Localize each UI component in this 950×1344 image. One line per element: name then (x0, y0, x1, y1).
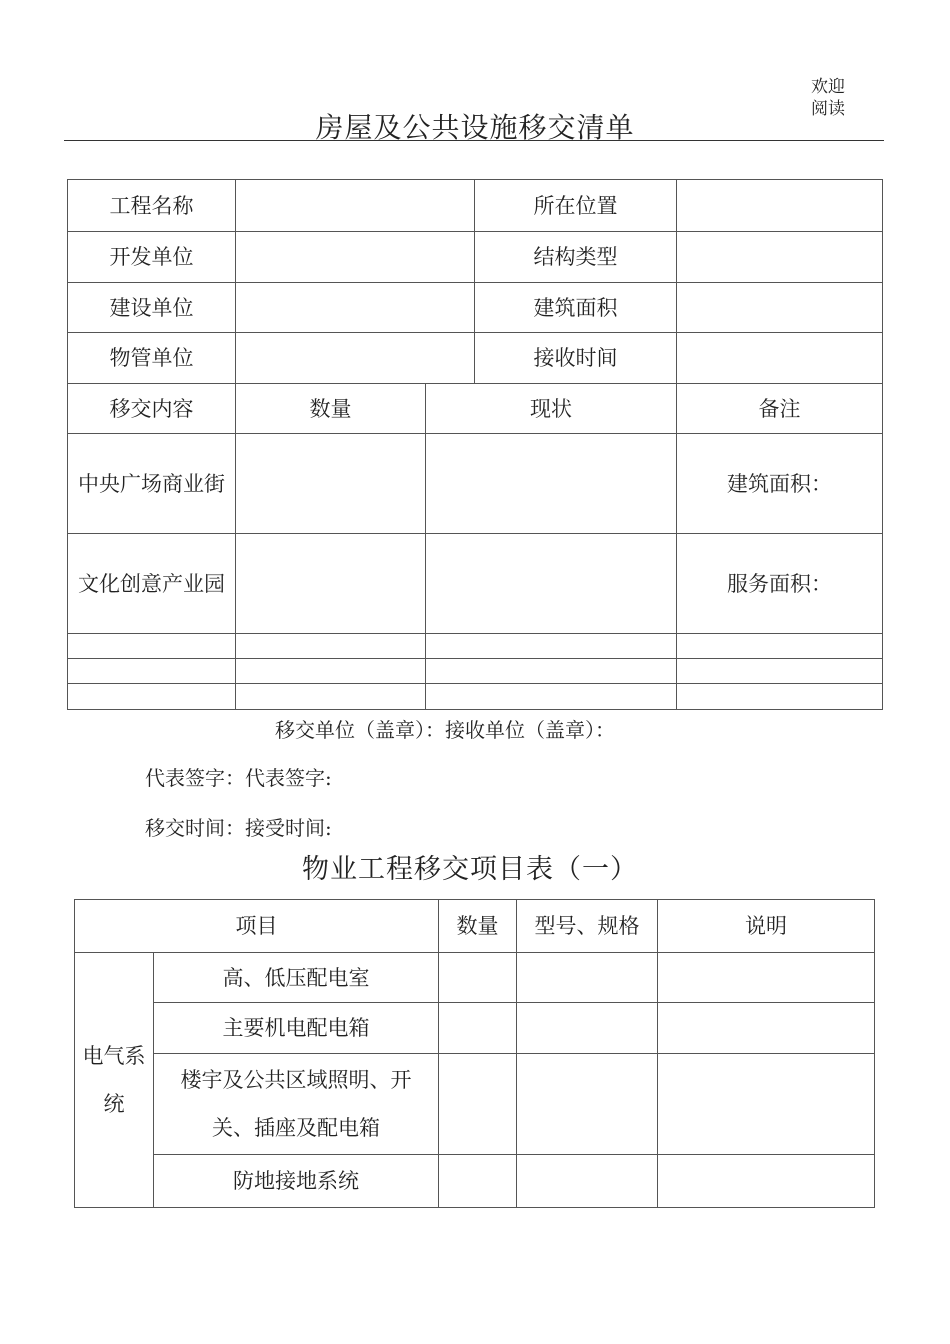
column-header: 项目 (75, 900, 439, 953)
project-item: 高、低压配电室 (154, 953, 439, 1003)
page-title: 房屋及公共设施移交清单 (315, 111, 635, 144)
info-label: 接收时间 (475, 333, 677, 384)
signature-time-line: 移交时间：接受时间: (145, 816, 332, 840)
column-header: 现状 (426, 384, 677, 434)
empty-cell (439, 1003, 517, 1054)
empty-cell (658, 1155, 875, 1208)
empty-cell (439, 953, 517, 1003)
info-value-cell (677, 232, 883, 283)
column-header: 型号、规格 (517, 900, 658, 953)
blank-row (68, 634, 883, 659)
info-row (68, 333, 883, 384)
transfer-content: 中央广场商业街 (68, 434, 236, 534)
info-row (68, 283, 883, 333)
empty-cell (677, 684, 883, 710)
info-value-cell (236, 333, 475, 384)
empty-cell (677, 634, 883, 659)
info-value-cell (236, 180, 475, 232)
info-row (68, 180, 883, 232)
project-row (75, 953, 875, 1003)
empty-cell (658, 1003, 875, 1054)
empty-cell (426, 534, 677, 634)
title-divider (64, 140, 884, 141)
project-row (75, 1003, 875, 1054)
empty-cell (439, 1155, 517, 1208)
transfer-content: 文化创意产业园 (68, 534, 236, 634)
empty-cell (439, 1054, 517, 1155)
info-label: 结构类型 (475, 232, 677, 283)
info-value-cell (236, 283, 475, 333)
transfer-row (68, 534, 883, 634)
info-value-cell (236, 232, 475, 283)
empty-cell (426, 684, 677, 710)
empty-cell (517, 953, 658, 1003)
info-value-cell (677, 283, 883, 333)
empty-cell (236, 434, 426, 534)
handover-table (67, 179, 883, 710)
empty-cell (68, 684, 236, 710)
empty-cell (68, 634, 236, 659)
empty-cell (517, 1155, 658, 1208)
project-item: 防地接地系统 (154, 1155, 439, 1208)
section-title: 物业工程移交项目表（一） (302, 854, 638, 885)
column-header: 数量 (236, 384, 426, 434)
empty-cell (677, 659, 883, 684)
project-table (74, 899, 875, 1208)
project-header-row (75, 900, 875, 953)
info-label: 物管单位 (68, 333, 236, 384)
empty-cell (68, 659, 236, 684)
blank-row (68, 684, 883, 710)
info-value-cell (677, 180, 883, 232)
column-header: 备注 (677, 384, 883, 434)
info-label: 所在位置 (475, 180, 677, 232)
info-row (68, 232, 883, 283)
empty-cell (236, 634, 426, 659)
info-label: 开发单位 (68, 232, 236, 283)
signature-rep-line: 代表签字：代表签字: (145, 766, 332, 790)
project-row (75, 1054, 875, 1155)
project-row (75, 1155, 875, 1208)
empty-cell (236, 534, 426, 634)
empty-cell (517, 1054, 658, 1155)
info-label: 建筑面积 (475, 283, 677, 333)
column-header: 移交内容 (68, 384, 236, 434)
transfer-row (68, 434, 883, 534)
info-label: 建设单位 (68, 283, 236, 333)
transfer-remark: 建筑面积： (677, 434, 883, 534)
empty-cell (658, 953, 875, 1003)
empty-cell (426, 634, 677, 659)
empty-cell (426, 434, 677, 534)
project-item: 楼宇及公共区域照明、开关、插座及配电箱 (154, 1054, 439, 1155)
project-group: 电气系统 (75, 953, 154, 1208)
project-item: 主要机电配电箱 (154, 1003, 439, 1054)
signature-unit-line: 移交单位（盖章）：接收单位（盖章）： (275, 718, 615, 742)
transfer-remark: 服务面积： (677, 534, 883, 634)
transfer-header-row (68, 384, 883, 434)
empty-cell (517, 1003, 658, 1054)
info-label: 工程名称 (68, 180, 236, 232)
empty-cell (658, 1054, 875, 1155)
blank-row (68, 659, 883, 684)
column-header: 数量 (439, 900, 517, 953)
empty-cell (426, 659, 677, 684)
corner-note: 欢迎阅读 (811, 77, 845, 119)
info-value-cell (677, 333, 883, 384)
empty-cell (236, 684, 426, 710)
column-header: 说明 (658, 900, 875, 953)
empty-cell (236, 659, 426, 684)
